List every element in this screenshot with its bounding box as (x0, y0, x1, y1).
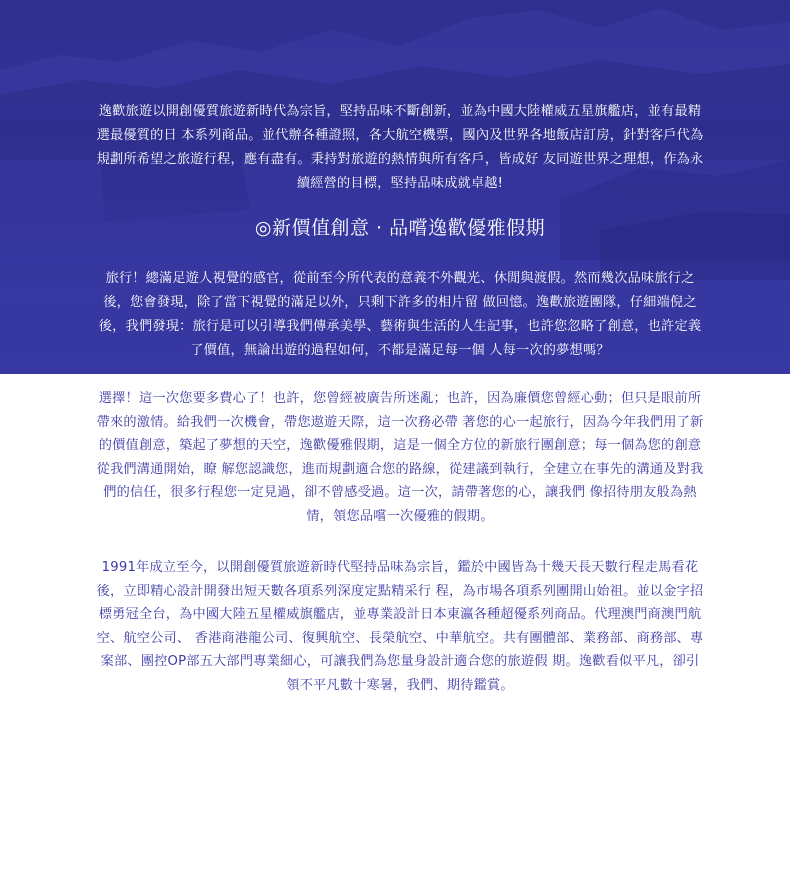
history-paragraph: 1991年成立至今，以開創優質旅遊新時代堅持品味為宗旨，鑑於中國皆為十幾天長天數行程走馬看花後，立即精心設計開發出短天數各項系列深度定點精采行 程，為市場各項系列團開山始祖。並以金字招標勇冠全台，為中國大陸五星權威旗艦店，並專業設計日本東瀛各種超優系列商品。代理澳門商澳門航空、航空公司、 香港商港龍公司、復興航空、長榮航空、中華航空。共有團體部、業務部、商務部、專案部、團控OP部五大部門專業細心，可讓我們為您量身設計適合您的旅遊假 期。逸歡看似平凡，卻引領不平凡數十寒暑，我們、期待鑑賞。 (96, 560, 704, 693)
travel-paragraph: 旅行！總滿足遊人視覺的感官，從前至今所代表的意義不外觀光、休閒與渡假。然而幾次品味旅行之後，您會發現，除了當下視覺的滿足以外，只剩下許多的相片留 做回憶。逸歡旅遊團隊，仔細端倪之後，我們發現：旅行是可以引導我們傳承美學、藝術與生活的人生記事，也許您忽略了創意，也許定義了價值，無論出遊的過程如何，不都是滿足每一個 人每一次的夢想嗎？ (98, 271, 702, 358)
intro-paragraph: 逸歡旅遊以開創優質旅遊新時代為宗旨，堅持品味不斷創新，並為中國大陸權威五星旗艦店，並有最精選最優質的日 本系列商品。並代辦各種證照，各大航空機票，國內及世界各地飯店訂房，針對客戶代為規劃所希望之旅遊行程，應有盡有。秉持對旅遊的熱情與所有客戶，皆成好 友同遊世界之理想，作為永續經營的目標，堅持品味成就卓越! (96, 104, 704, 191)
section-heading: ◎新價值創意 · 品嚐逸歡優雅假期 (254, 217, 546, 239)
hero-banner (0, 0, 790, 374)
choice-paragraph: 選擇！這一次您要多費心了！也許，您曾經被廣告所迷亂；也許，因為廉價您曾經心動；但只是眼前所帶來的激情。給我們一次機會，帶您遨遊天際，這一次務必帶 著您的心一起旅行，因為今年我們用了新的價值創意，築起了夢想的天空，逸歡優雅假期，這是一個全方位的新旅行團創意；每一個為您的創意從我們溝通開始，瞭 解您認識您，進而規劃適合您的路線，從建議到執行，全建立在事先的溝通及對我們的信任，很多行程您一定見過，卻不曾感受過。這一次，請帶著您的心，讓我們 像招待朋友般為熱情，領您品嚐一次優雅的假期。 (96, 391, 704, 524)
